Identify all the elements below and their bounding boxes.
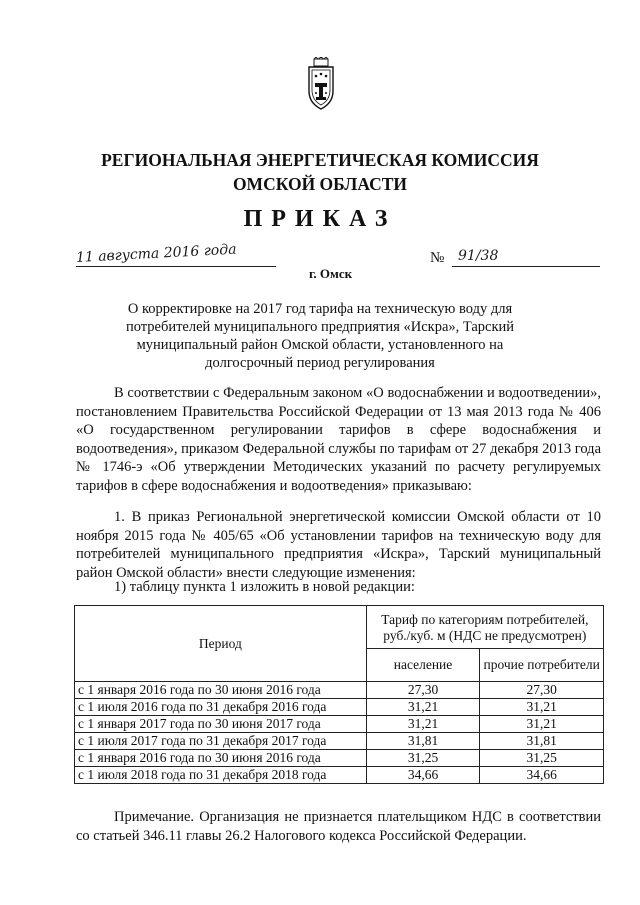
document-type-title: ПРИКАЗ: [243, 206, 397, 232]
table-row: [75, 767, 604, 784]
table-row: [75, 682, 604, 699]
other-tariff-cell: 31,21: [480, 699, 604, 716]
header-population: население: [366, 649, 480, 682]
period-cell: с 1 июля 2017 года по 31 декабря 2017 года: [75, 733, 367, 750]
period-cell: с 1 января 2017 года по 30 июня 2017 года: [75, 716, 367, 733]
other-tariff-cell: 31,25: [480, 750, 604, 767]
population-tariff-cell: 31,81: [366, 733, 480, 750]
handwritten-date: 11 августа 2016 года: [75, 241, 237, 266]
period-cell: с 1 июля 2018 года по 31 декабря 2018 года: [75, 767, 367, 784]
period-cell: с 1 июля 2016 года по 31 декабря 2016 года: [75, 699, 367, 716]
subject-line: О корректировке на 2017 год тарифа на техническую воду для: [127, 301, 513, 317]
handwritten-number: 91/38: [458, 248, 499, 264]
table-row: [75, 733, 604, 750]
subject-line: долгосрочный период регулирования: [205, 355, 435, 371]
table-row: [75, 716, 604, 733]
subject-line: муниципальный район Омской области, установленного на: [136, 337, 504, 353]
organization-name: РЕГИОНАЛЬНАЯ ЭНЕРГЕТИЧЕСКАЯ КОМИССИЯ: [101, 150, 539, 170]
item-1-paragraph: 1. В приказ Региональной энергетической комиссии Омской области от 10 ноября 2015 года № 405/65 «Об установлении тарифов на техническую воду для потребителей муниципального предприятия «Искра», Тарский муниципальный район Омской области» внести следующие изменения:: [76, 509, 601, 581]
other-tariff-cell: 34,66: [480, 767, 604, 784]
population-tariff-cell: 31,21: [366, 716, 480, 733]
period-cell: с 1 января 2016 года по 30 июня 2016 года: [75, 682, 367, 699]
other-tariff-cell: 27,30: [480, 682, 604, 699]
period-cell: с 1 января 2016 года по 30 июня 2016 года: [75, 750, 367, 767]
table-header-row: [75, 606, 604, 649]
order-subject: [110, 300, 530, 372]
number-underline: [452, 266, 600, 267]
subject-line: потребителей муниципального предприятия «Искра», Тарский: [125, 319, 515, 335]
table-row: [75, 699, 604, 716]
date-underline: [76, 266, 276, 267]
organization-region: ОМСКОЙ ОБЛАСТИ: [232, 174, 408, 194]
city: г. Омск: [309, 266, 353, 281]
tariff-table: [74, 605, 604, 784]
header-other-consumers: прочие потребители: [480, 649, 604, 682]
header-tariff: Тариф по категориям потребителей, руб./куб. м (НДС не предусмотрен): [366, 606, 603, 649]
population-tariff-cell: 31,21: [366, 699, 480, 716]
item-1-1-paragraph: 1) таблицу пункта 1 изложить в новой редакции:: [114, 579, 415, 595]
number-label: №: [430, 250, 445, 266]
table-row: [75, 750, 604, 767]
population-tariff-cell: 27,30: [366, 682, 480, 699]
population-tariff-cell: 34,66: [366, 767, 480, 784]
header-period: Период: [75, 606, 367, 682]
other-tariff-cell: 31,81: [480, 733, 604, 750]
coat-of-arms-icon: [303, 57, 339, 113]
note-paragraph: Примечание. Организация не признается плательщиком НДС в соответствии со статьей 346.11 главы 26.2 Налогового кодекса Российской Федерации.: [76, 809, 601, 844]
population-tariff-cell: 31,25: [366, 750, 480, 767]
other-tariff-cell: 31,21: [480, 716, 604, 733]
preamble-paragraph: В соответствии с Федеральным законом «О водоснабжении и водоотведении», постановлением Правительства Российской Федерации от 13 мая 2013 года № 406 «О государственном регулировании тарифов в сфере водоснабжения и водоотведения», приказом Федеральной службы по тарифам от 27 декабря 2013 года № 1746-э «Об утверждении Методических указаний по расчету регулируемых тарифов в сфере водоснабжения и водоотведения» приказываю:: [76, 385, 601, 494]
